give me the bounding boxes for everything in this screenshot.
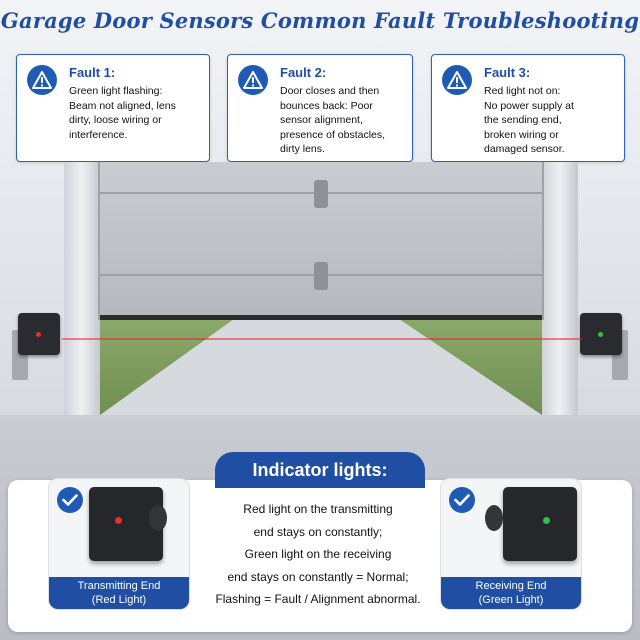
warning-icon <box>27 65 57 95</box>
warning-icon <box>238 65 268 95</box>
transmitting-sensor <box>18 313 60 355</box>
lens-icon <box>485 505 503 531</box>
infrared-beam <box>62 338 582 340</box>
green-led-icon <box>598 332 603 337</box>
hinge-icon <box>314 262 328 290</box>
receiving-sensor <box>580 313 622 355</box>
hinge-icon <box>314 180 328 208</box>
check-icon <box>57 487 83 513</box>
left-door-frame <box>64 162 100 420</box>
transmitting-end-card <box>48 478 190 610</box>
receiver-image <box>503 487 577 561</box>
receiving-end-card <box>440 478 582 610</box>
fault-description: Green light flashing: Beam not aligned, lens dirty, loose wiring or interference. <box>69 85 176 141</box>
lens-icon <box>149 505 167 531</box>
red-led-icon <box>36 332 41 337</box>
fault-title: Fault 3: <box>484 65 531 80</box>
transmitting-end-caption: Transmitting End (Red Light) <box>49 577 189 609</box>
check-icon <box>449 487 475 513</box>
indicator-description: Red light on the transmitting end stays on constantly; Green light on the receiving end stays on constantly = Normal; Flashing = Fault / Alignment abnormal. <box>215 502 421 607</box>
garage-door <box>98 162 544 320</box>
fault-card-2 <box>227 54 413 162</box>
green-led-icon <box>543 517 550 524</box>
fault-description: Red light not on: No power supply at the sending end, broken wiring or damaged sensor. <box>484 85 574 156</box>
fault-description: Door closes and then bounces back: Poor sensor alignment, presence of obstacles, dirty lens. <box>280 85 386 156</box>
fault-title: Fault 2: <box>280 65 327 80</box>
fault-title: Fault 1: <box>69 65 116 80</box>
right-door-frame <box>542 162 578 420</box>
page-title: Garage Door Sensors Common Fault Troubleshooting <box>0 8 640 33</box>
warning-icon <box>442 65 472 95</box>
red-led-icon <box>115 517 122 524</box>
receiving-end-caption: Receiving End (Green Light) <box>441 577 581 609</box>
indicator-heading: Indicator lights: <box>215 452 425 488</box>
fault-card-3 <box>431 54 625 162</box>
fault-card-1 <box>16 54 210 162</box>
